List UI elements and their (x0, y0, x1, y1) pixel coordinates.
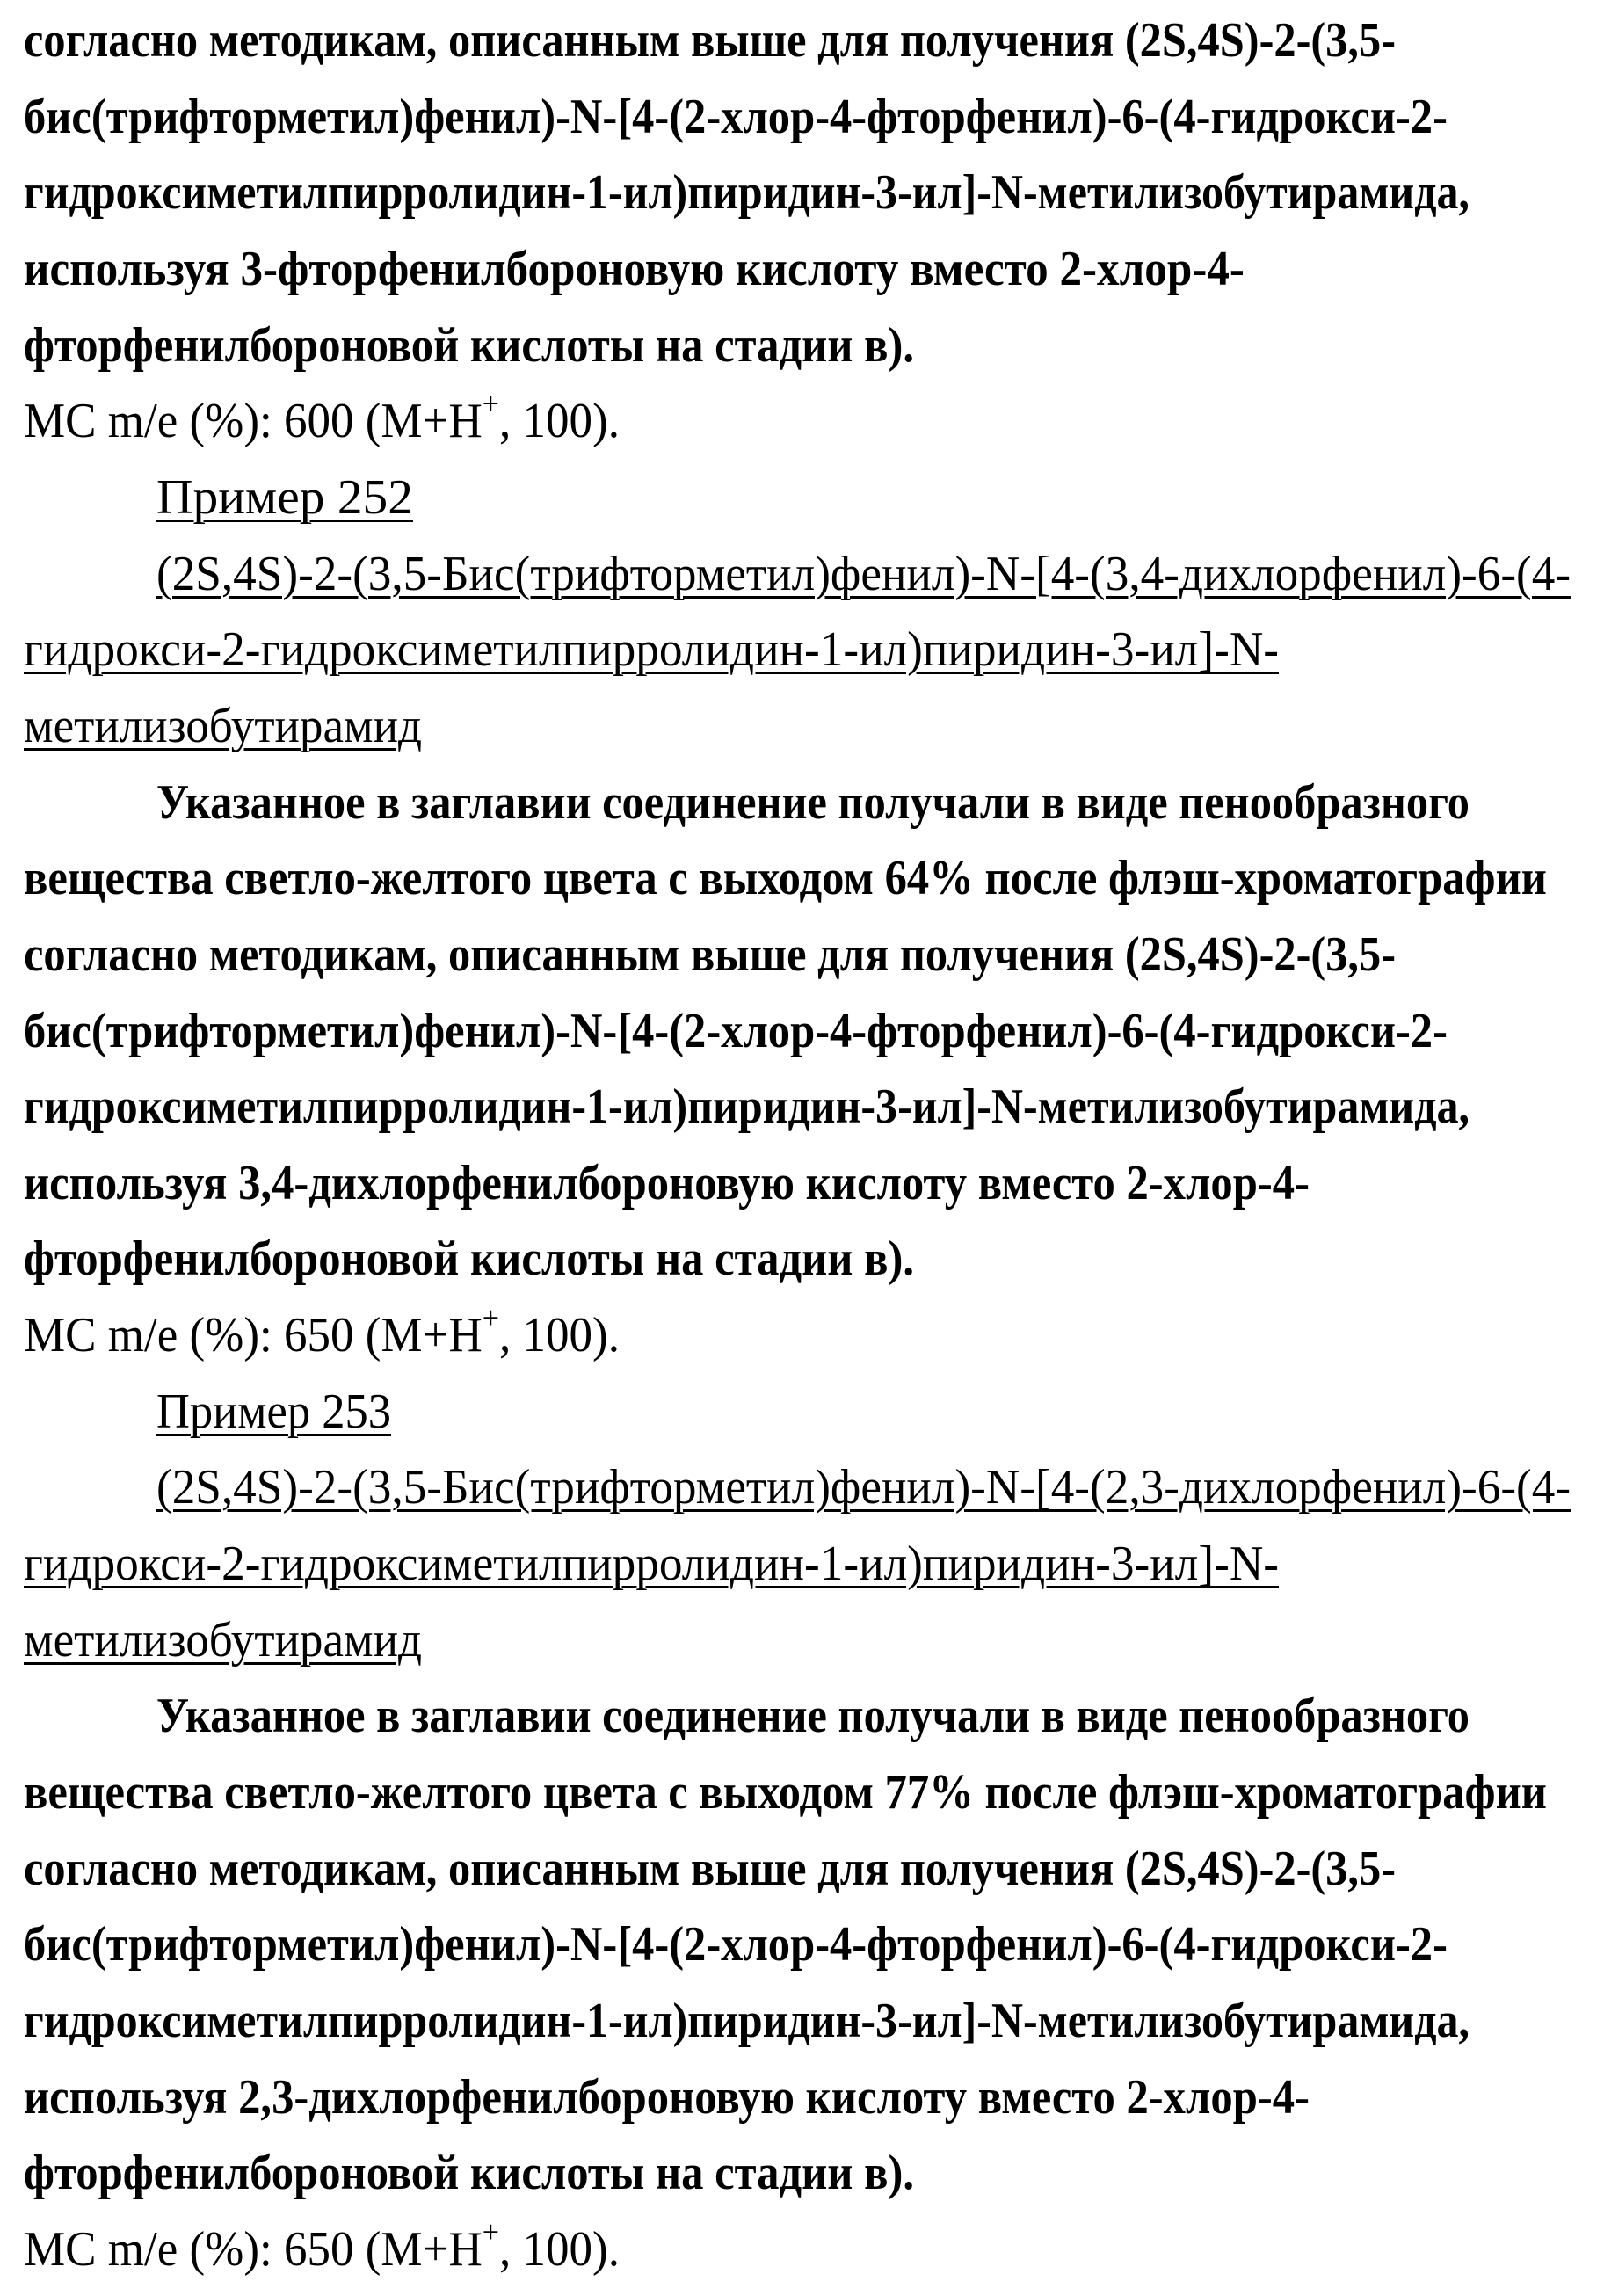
line-text: вещества светло-желтого цвета с выходом 77% после флэш-хроматографии (24, 1765, 1547, 1820)
line-text: бис(трифторметил)фенил)-N-[4-(2-хлор-4-фторфенил)-6-(4-гидрокси-2- (24, 89, 1448, 144)
compound-title-line (156, 537, 1571, 611)
mass-spec-suffix: , 100). (499, 1308, 620, 1363)
line-text: метилизобутирамид (24, 698, 423, 753)
line-text: Указанное в заглавии соединение получали в виде пенообразного (156, 1689, 1470, 1744)
line-text: согласно методикам, описанным выше для получения (2S,4S)-2-(3,5- (24, 1841, 1397, 1896)
body-text-line (24, 994, 1448, 1068)
body-text-line (24, 1222, 914, 1296)
body-text-line (24, 918, 1396, 992)
example-heading (156, 1375, 391, 1449)
line-text: гидроксиметилпирролидин-1-ил)пиридин-3-ил]-N-метилизобутирамида, (24, 1079, 1470, 1135)
superscript-plus: + (482, 1300, 500, 1336)
body-text-line (24, 2060, 1310, 2134)
mass-spec-suffix: , 100). (499, 394, 620, 449)
line-text: используя 2,3-дихлорфенилбороновую кислоту вместо 2-хлор-4- (24, 2069, 1310, 2125)
superscript-plus: + (482, 386, 500, 422)
mass-spec-line (24, 384, 620, 458)
body-text-line (24, 1984, 1470, 2058)
body-text-line (24, 232, 1245, 306)
compound-title-line (24, 613, 1279, 687)
superscript-plus: + (482, 2214, 500, 2249)
line-text: фторфенилбороновой кислоты на стадии в). (24, 1232, 915, 1287)
line-text: метилизобутирамид (24, 1612, 423, 1668)
line-text: гидрокси-2-гидроксиметилпирролидин-1-ил)пиридин-3-ил]-N- (24, 622, 1280, 678)
compound-title-line (24, 1603, 422, 1677)
body-text-line (24, 1755, 1547, 1829)
mass-spec-prefix: МС m/e (%): 600 (M+H (24, 394, 483, 449)
compound-title-line (24, 1527, 1279, 1601)
line-text: гидрокси-2-гидроксиметилпирролидин-1-ил)пиридин-3-ил]-N- (24, 1537, 1280, 1592)
compound-title-line (156, 1450, 1571, 1524)
body-text-line (24, 841, 1547, 915)
line-text: (2S,4S)-2-(3,5-Бис(трифторметил)фенил)-N-[4-(3,4-дихлорфенил)-6-(4- (156, 546, 1571, 601)
line-text: согласно методикам, описанным выше для получения (2S,4S)-2-(3,5- (24, 13, 1397, 68)
line-text: гидроксиметилпирролидин-1-ил)пиридин-3-ил]-N-метилизобутирамида, (24, 1994, 1470, 2049)
line-text: бис(трифторметил)фенил)-N-[4-(2-хлор-4-фторфенил)-6-(4-гидрокси-2- (24, 1003, 1448, 1058)
line-text: Пример 253 (156, 1384, 391, 1439)
body-text-line (24, 1070, 1470, 1144)
body-text-line (24, 4, 1396, 77)
body-text-line (24, 2136, 914, 2210)
line-text: используя 3,4-дихлорфенилбороновую кислоту вместо 2-хлор-4- (24, 1155, 1310, 1210)
line-text: фторфенилбороновой кислоты на стадии в). (24, 317, 915, 373)
paragraph-first-line (156, 1679, 1470, 1753)
body-text-line (24, 1907, 1448, 1981)
line-text: вещества светло-желтого цвета с выходом 64% после флэш-хроматографии (24, 851, 1547, 906)
line-text: согласно методикам, описанным выше для получения (2S,4S)-2-(3,5- (24, 926, 1397, 982)
paragraph-first-line (156, 766, 1470, 839)
mass-spec-line (24, 1298, 620, 1372)
line-text: бис(трифторметил)фенил)-N-[4-(2-хлор-4-фторфенил)-6-(4-гидрокси-2- (24, 1917, 1448, 1973)
line-text: гидроксиметилпирролидин-1-ил)пиридин-3-ил]-N-метилизобутирамида, (24, 165, 1470, 221)
mass-spec-line (24, 2212, 620, 2286)
body-text-line (24, 1832, 1396, 1906)
line-text: (2S,4S)-2-(3,5-Бис(трифторметил)фенил)-N-[4-(2,3-дихлорфенил)-6-(4- (156, 1460, 1571, 1515)
body-text-line (24, 309, 914, 382)
mass-spec-prefix: МС m/e (%): 650 (M+H (24, 2222, 483, 2277)
body-text-line (24, 80, 1448, 154)
line-text: Пример 252 (156, 469, 413, 525)
body-text-line (24, 1146, 1310, 1220)
mass-spec-suffix: , 100). (499, 2222, 620, 2277)
example-heading (156, 461, 413, 534)
line-text: используя 3-фторфенилбороновую кислоту вместо 2-хлор-4- (24, 241, 1245, 296)
line-text: Указанное в заглавии соединение получали в виде пенообразного (156, 774, 1470, 830)
mass-spec-prefix: МС m/e (%): 650 (M+H (24, 1308, 483, 1363)
line-text: фторфенилбороновой кислоты на стадии в). (24, 2146, 915, 2201)
body-text-line (24, 156, 1470, 229)
compound-title-line (24, 689, 422, 763)
